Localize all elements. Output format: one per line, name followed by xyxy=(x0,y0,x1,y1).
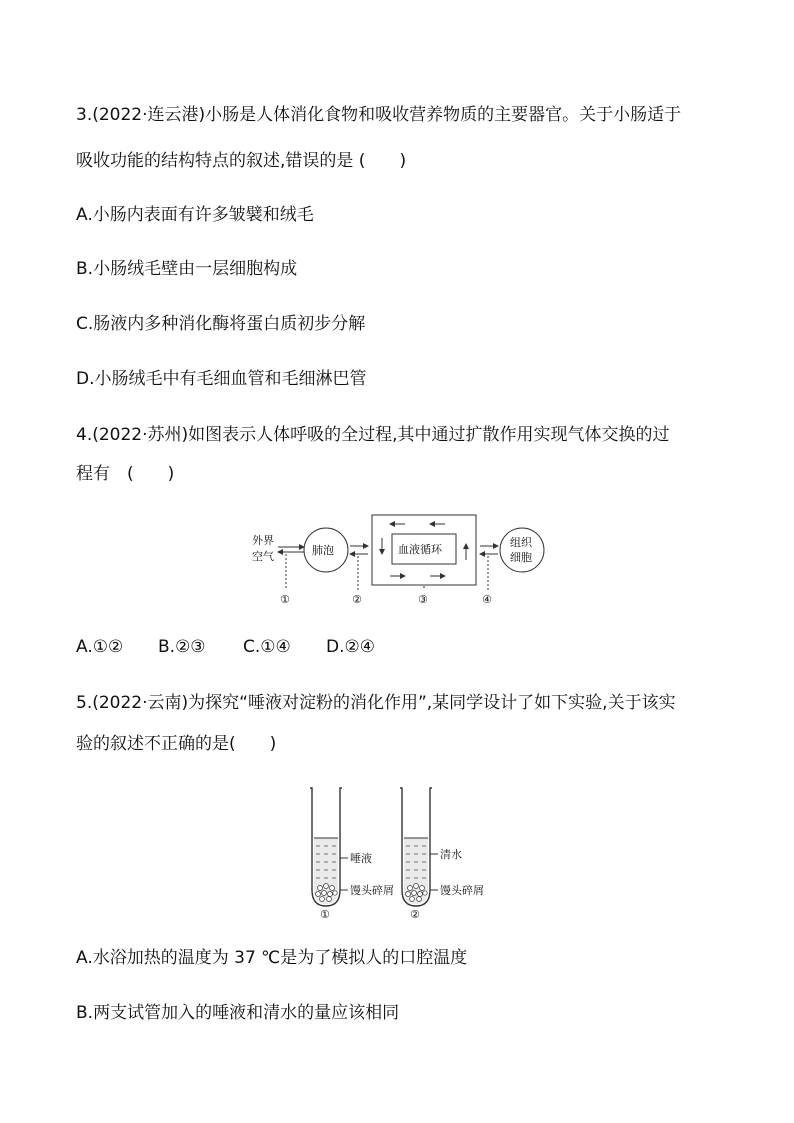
lung-label: 肺泡 xyxy=(312,544,334,557)
q5-option-a: A.水浴加热的温度为 37 ℃是为了模拟人的口腔温度 xyxy=(76,948,468,968)
marker-4: ④ xyxy=(482,593,492,606)
test-tube-1 xyxy=(310,788,348,906)
q5-stem-line2: 验的叙述不正确的是( ) xyxy=(76,734,277,754)
q4-stem-line1: 4.(2022·苏州)如图表示人体呼吸的全过程,其中通过扩散作用实现气体交换的过 xyxy=(76,425,670,445)
marker-3: ③ xyxy=(418,593,428,606)
q3-option-d: D.小肠绒毛中有毛细血管和毛细淋巴管 xyxy=(76,369,367,389)
q4-option-b: B.②③ xyxy=(158,637,206,657)
tissue-cell-circle xyxy=(500,528,544,572)
q4-option-d: D.②④ xyxy=(326,637,375,657)
tube2-marker: ② xyxy=(410,908,420,920)
tube2-solid-label: 馒头碎屑 xyxy=(440,884,484,897)
test-tube-2 xyxy=(400,788,438,906)
q5-option-b: B.两支试管加入的唾液和清水的量应该相同 xyxy=(76,1003,400,1023)
q3-option-b: B.小肠绒毛壁由一层细胞构成 xyxy=(76,259,298,279)
marker-2: ② xyxy=(352,593,362,606)
tube1-solid-label: 馒头碎屑 xyxy=(350,884,394,897)
q4-option-a: A.①② xyxy=(76,637,124,657)
tube1-liquid-label: 唾液 xyxy=(350,852,372,865)
outside-air-label-2: 空气 xyxy=(252,550,274,563)
tube2-liquid-label: 清水 xyxy=(440,848,462,861)
tissue-label-2: 细胞 xyxy=(510,551,532,564)
q3-stem-line2: 吸收功能的结构特点的叙述,错误的是 ( ) xyxy=(76,151,407,171)
tube1-marker: ① xyxy=(320,908,330,920)
q3-option-a: A.小肠内表面有许多皱襞和绒毛 xyxy=(76,205,314,225)
respiration-diagram xyxy=(240,510,560,610)
tissue-label-1: 组织 xyxy=(510,536,532,549)
q3-option-c: C.肠液内多种消化酶将蛋白质初步分解 xyxy=(76,314,366,334)
blood-circulation-label: 血液循环 xyxy=(398,543,442,556)
q3-stem-line1: 3.(2022·连云港)小肠是人体消化食物和吸收营养物质的主要器官。关于小肠适于 xyxy=(76,105,682,125)
test-tube-diagram xyxy=(300,780,500,920)
q4-option-c: C.①④ xyxy=(243,637,291,657)
outside-air-label-1: 外界 xyxy=(252,534,274,547)
q5-stem-line1: 5.(2022·云南)为探究“唾液对淀粉的消化作用”,某同学设计了如下实验,关于该实 xyxy=(76,693,676,713)
marker-1: ① xyxy=(280,593,290,606)
q4-stem-line2: 程有 ( ) xyxy=(76,464,175,484)
